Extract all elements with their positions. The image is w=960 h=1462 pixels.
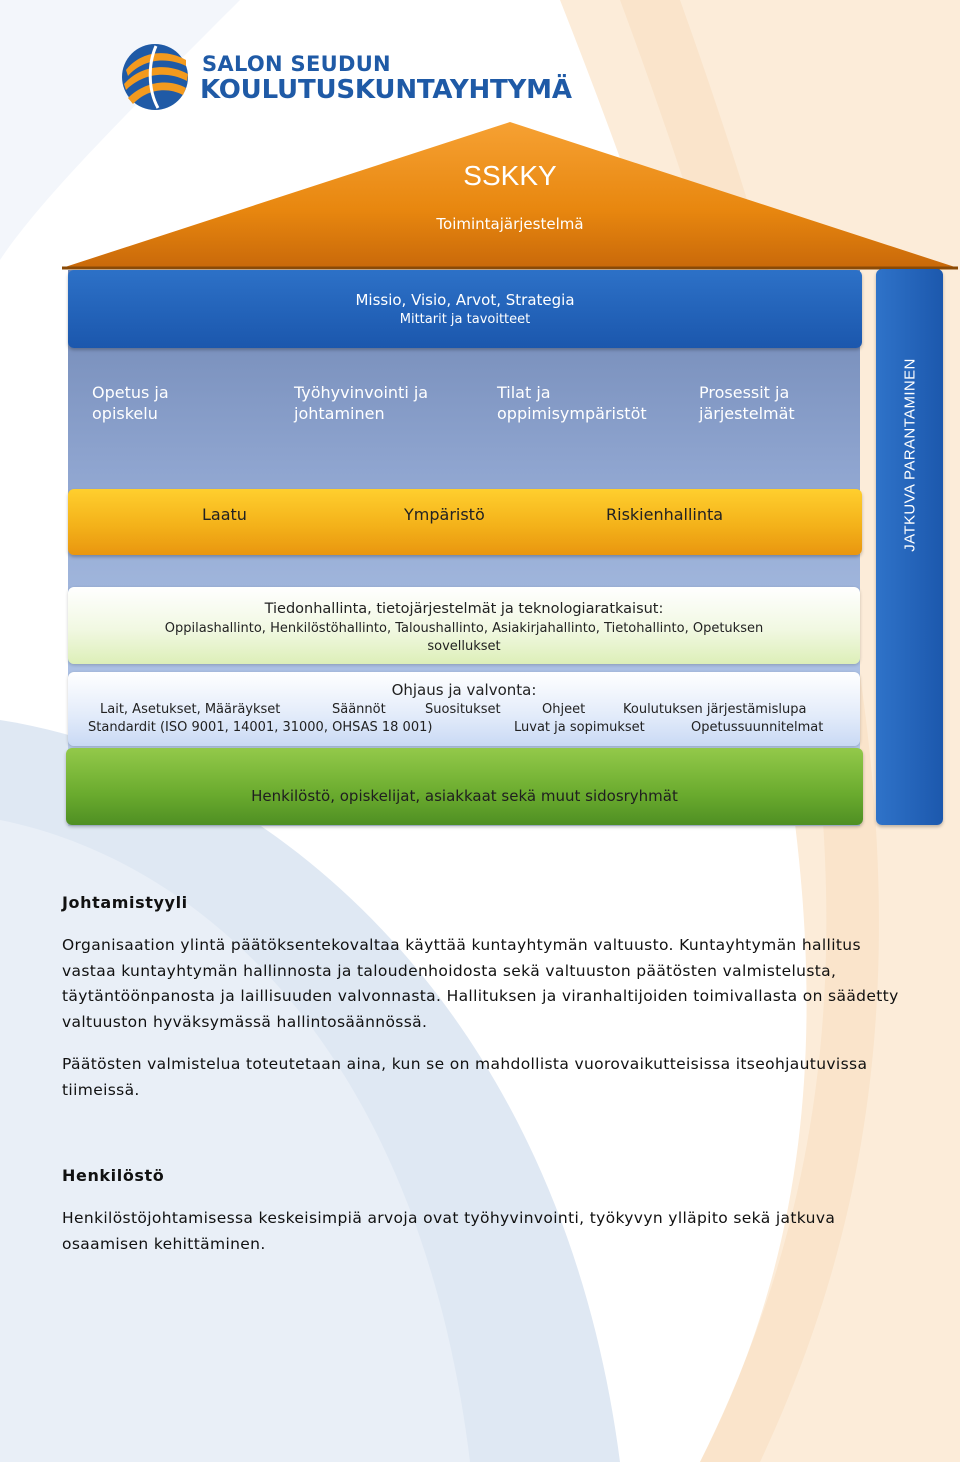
management-paragraph-1 [62,933,942,1035]
stakeholders-band [66,748,863,825]
guidance-item: Säännöt [332,702,386,717]
quality-item-riskienhallinta: Riskienhallinta [606,505,724,524]
guidance-item: Standardit (ISO 9001, 14001, 31000, OHSAS 18 001) [88,720,433,735]
house-roof [60,120,960,272]
quality-item-ymparisto: Ympäristö [404,505,485,524]
continuous-improvement-text: JATKUVA PARANTAMINEN [901,358,918,552]
pillar-facilities [497,382,647,424]
paragraph-line: Organisaation ylintä päätöksentekovaltaa käyttää kuntayhtymän valtuusto. Kuntayhtymän hallitus [62,936,861,954]
guidance-item: Ohjeet [542,702,586,717]
staff-paragraph [62,1206,942,1257]
pillar-line1: Työhyvinvointi ja [294,383,429,402]
guidance-item: Suositukset [425,702,501,717]
guidance-item: Luvat ja sopimukset [514,720,645,735]
management-heading: Johtamistyyli [62,893,188,912]
management-section [62,893,942,912]
paragraph-line: vastaa kuntayhtymän hallinnosta ja taloudenhoidosta sekä valtuuston päätösten valmistelusta, [62,961,837,980]
quality-band [68,489,862,555]
pillar-teaching [92,382,169,424]
info-title: Tiedonhallinta, tietojärjestelmät ja teknologiaratkaisut: [264,601,664,617]
info-line3: sovellukset [427,639,501,654]
guidance-title: Ohjaus ja valvonta: [391,681,537,699]
paragraph-line: täytäntöönpanosta ja laillisuuden valvonnasta. Hallituksen ja viranhaltijoiden toimivallasta on säädetty [62,987,899,1005]
paragraph-line: valtuuston hyväksymässä hallintosäännössä. [62,1012,428,1031]
management-paragraph-2 [62,1052,942,1103]
pillar-wellbeing [294,382,428,424]
info-line2: Oppilashallinto, Henkilöstöhallinto, Taloushallinto, Asiakirjahallinto, Tietohallinto, Opetuksen [164,621,764,636]
paragraph-line: tiimeissä. [62,1080,140,1099]
logo-globe-icon [120,42,190,112]
pillar-line2: järjestelmät [699,404,795,423]
continuous-improvement-band [876,269,943,825]
logo-text-line1: SALON SEUDUN [202,52,391,76]
staff-section [62,1166,942,1185]
pillar-processes [699,382,795,424]
pillar-line2: oppimisympäristöt [497,404,647,423]
guidance-item: Opetussuunnitelmat [691,720,824,735]
paragraph-line: Päätösten valmistelua toteutetaan aina, kun se on mahdollista vuorovaikutteisissa itseohjautuvissa [62,1055,868,1073]
information-band [68,587,860,664]
roof-subtitle: Toimintajärjestelmä [436,215,584,233]
pillar-line1: Prosessit ja [699,383,790,402]
pillar-line1: Tilat ja [497,383,551,402]
pillar-line1: Opetus ja [92,383,169,402]
guidance-band [68,672,860,746]
logo-text-line2: KOULUTUSKUNTAYHTYMÄ [200,75,572,105]
stakeholders-text: Henkilöstö, opiskelijat, asiakkaat sekä muut sidosryhmät [251,787,678,805]
organization-logo [120,42,600,114]
mission-line2: Mittarit ja tavoitteet [399,312,531,327]
guidance-item: Lait, Asetukset, Määräykset [100,702,281,717]
quality-item-laatu: Laatu [202,505,247,524]
mission-band [68,270,862,348]
guidance-item: Koulutuksen järjestämislupa [623,702,807,717]
roof-title: SSKKY [463,160,557,191]
staff-heading: Henkilöstö [62,1166,165,1185]
pillar-line2: johtaminen [294,404,385,423]
paragraph-line: osaamisen kehittäminen. [62,1234,266,1253]
pillar-line2: opiskelu [92,404,158,423]
paragraph-line: Henkilöstöjohtamisessa keskeisimpiä arvoja ovat työhyvinvointi, työkyvyn ylläpito sekä jatkuva [62,1209,836,1227]
mission-line1: Missio, Visio, Arvot, Strategia [355,291,575,309]
